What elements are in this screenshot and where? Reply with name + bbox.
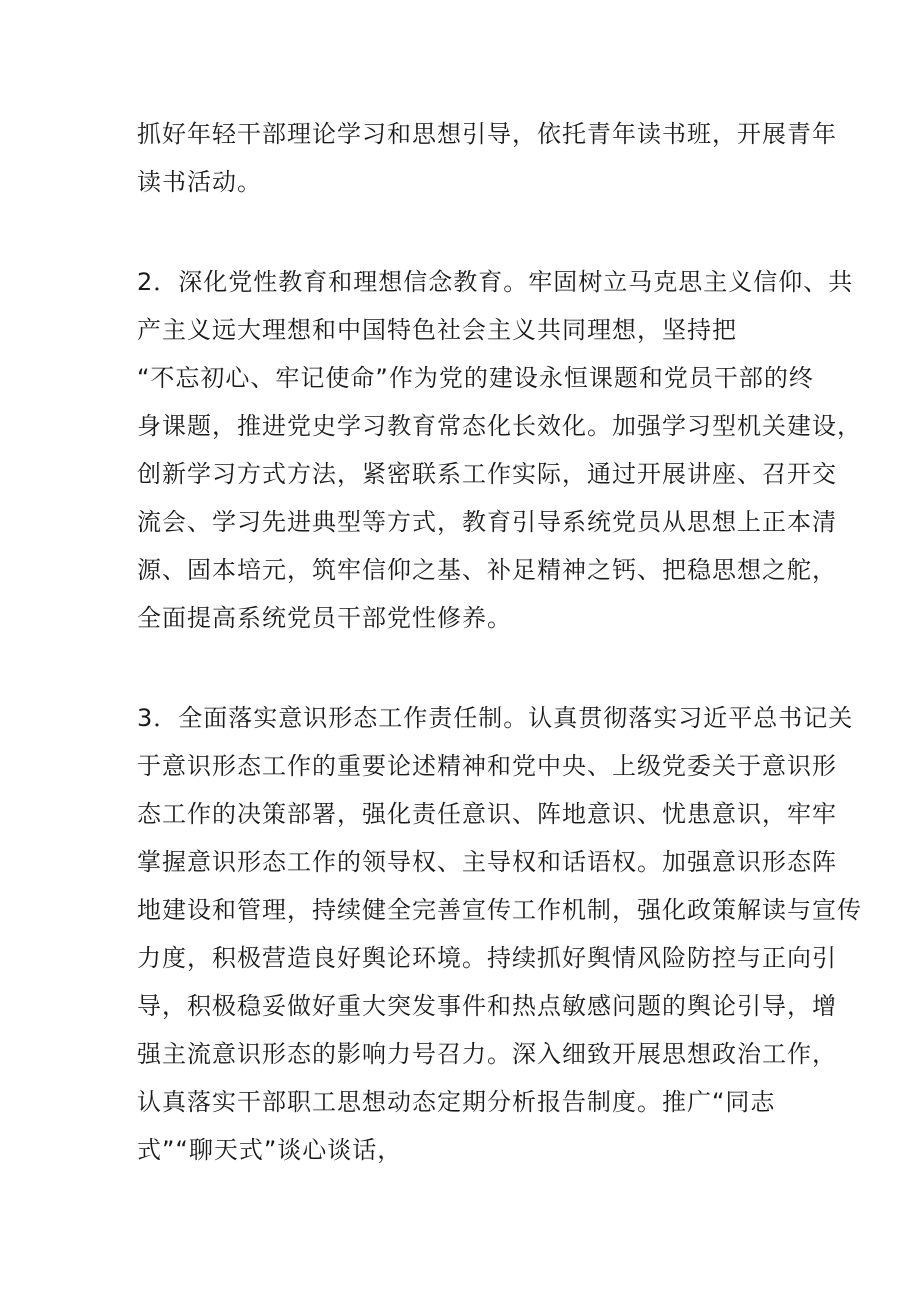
text-line: 3．全面落实意识形态工作责任制。认真贯彻落实习近平总书记关 (137, 704, 854, 732)
text-line: “不忘初心、牢记使命”作为党的建设永恒课题和党员干部的终 (137, 364, 814, 392)
text-line: 强主流意识形态的影响力号召力。深入细致开展思想政治工作， (137, 1040, 837, 1068)
text-line: 2．深化党性教育和理想信念教育。牢固树立马克思主义信仰、共 (137, 268, 854, 296)
text-line: 认真落实干部职工思想动态定期分析报告制度。推广“同志 (137, 1088, 776, 1116)
text-line: 掌握意识形态工作的领导权、主导权和话语权。加强意识形态阵 (137, 848, 837, 876)
text-line: 流会、学习先进典型等方式，教育引导系统党员从思想上正本清 (137, 508, 837, 536)
text-line: 力度，积极营造良好舆论环境。持续抓好舆情风险防控与正向引 (137, 944, 837, 972)
text-line: 源、固本培元，筑牢信仰之基、补足精神之钙、把稳思想之舵， (137, 556, 837, 584)
text-line: 读书活动。 (137, 168, 262, 196)
text-line: 抓好年轻干部理论学习和思想引导，依托青年读书班，开展青年 (137, 120, 837, 148)
text-line: 地建设和管理，持续健全完善宣传工作机制，强化政策解读与宣传 (137, 896, 862, 924)
text-line: 于意识形态工作的重要论述精神和党中央、上级党委关于意识形 (137, 752, 837, 780)
text-line: 全面提高系统党员干部党性修养。 (137, 604, 512, 632)
text-line: 创新学习方式方法，紧密联系工作实际，通过开展讲座、召开交 (137, 460, 837, 488)
text-line: 身课题，推进党史学习教育常态化长效化。加强学习型机关建设， (137, 412, 862, 440)
text-line: 式”“聊天式”谈心谈话， (137, 1136, 403, 1164)
text-line: 态工作的决策部署，强化责任意识、阵地意识、忧患意识，牢牢 (137, 800, 837, 828)
text-line: 产主义远大理想和中国特色社会主义共同理想，坚持把 (137, 316, 737, 344)
text-line: 导，积极稳妥做好重大突发事件和热点敏感问题的舆论引导，增 (137, 992, 837, 1020)
